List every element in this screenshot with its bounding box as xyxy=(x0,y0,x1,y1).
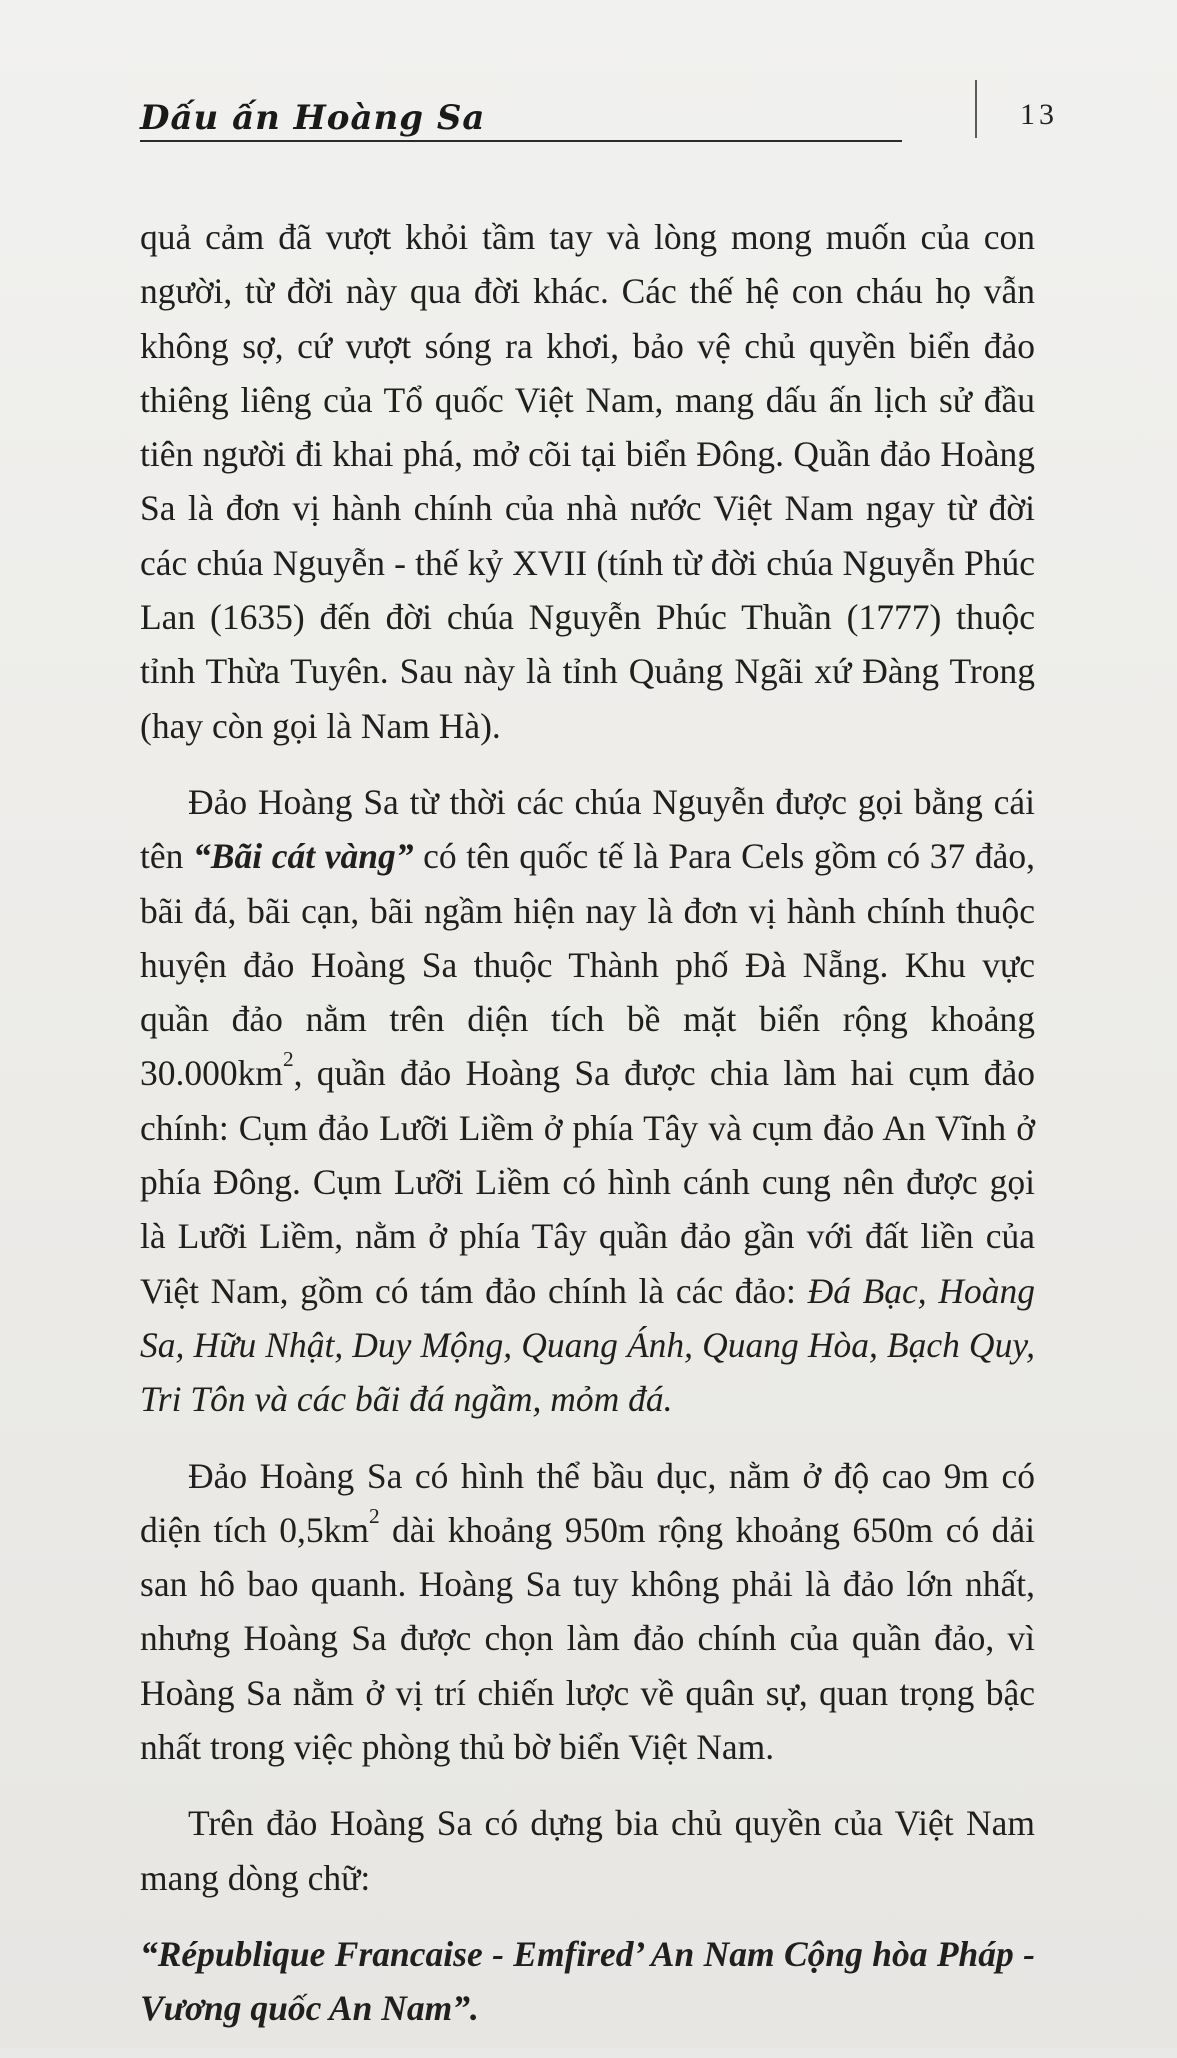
inscription-text: “République Francaise - Emfired’ An Nam Cộng hòa Pháp - Vương quốc An Nam” xyxy=(140,1933,1035,2029)
body-text xyxy=(140,210,1035,2058)
paragraph-2-text-c: , quần đảo Hoàng Sa được chia làm hai cụm đảo chính: Cụm đảo Lưỡi Liềm ở phía Tây và cụm đảo An Vĩnh ở phía Đông. Cụm Lưỡi Liềm có hình cánh cung nên được gọi là Lưỡi Liềm, nằm ở phía Tây quần đảo gần với đất liền của Việt Nam, gồm có tám đảo chính là các đảo: xyxy=(140,1053,1035,1311)
bai-cat-vang-emphasis: “Bãi cát vàng” xyxy=(193,836,414,877)
running-title: Dấu ấn Hoàng Sa xyxy=(140,98,486,138)
paragraph-3-text-b: dài khoảng 950m rộng khoảng 650m có dải san hô bao quanh. Hoàng Sa tuy không phải là đảo lớn nhất, nhưng Hoàng Sa được chọn làm đảo chính của quần đảo, vì Hoàng Sa nằm ở vị trí chiến lược về quân sự, quan trọng bậc nhất trong việc phòng thủ bờ biển Việt Nam. xyxy=(140,1509,1036,1768)
paragraph-2-text-a: Đảo Hoàng Sa từ thời các chúa Nguyễn được gọi bằng cái tên xyxy=(140,781,1035,877)
inscription-end: . xyxy=(469,1988,479,2029)
inscription-quote xyxy=(140,1927,1035,2036)
superscript-2: 2 xyxy=(368,1503,380,1528)
paragraph-3 xyxy=(140,1449,1035,1775)
island-list: Đá Bạc, Hoàng Sa, Hữu Nhật, Duy Mộng, Quang Ánh, Quang Hòa, Bạch Quy, Tri Tôn và các bãi đá ngầm, mỏm đá. xyxy=(140,1270,1035,1420)
paragraph-2-text-b: có tên quốc tế là Para Cels gồm có 37 đảo, bãi đá, bãi cạn, bãi ngầm hiện nay là đơn vị hành chính thuộc huyện đảo Hoàng Sa thuộc Thành phố Đà Nẵng. Khu vực quần đảo nằm trên diện tích bề mặt biển rộng khoảng 30.000km xyxy=(140,836,1035,1094)
header-divider xyxy=(975,80,977,138)
paragraph-1 xyxy=(140,210,1035,753)
paragraph-4 xyxy=(140,1796,1035,1905)
paragraph-2 xyxy=(140,775,1035,1427)
paragraph-4-text: Trên đảo Hoàng Sa có dựng bia chủ quyền của Việt Nam mang dòng chữ: xyxy=(140,1803,1035,1898)
superscript-2: 2 xyxy=(283,1047,294,1072)
paragraph-3-text-a: Đảo Hoàng Sa có hình thể bầu dục, nằm ở độ cao 9m có diện tích 0,5km xyxy=(140,1455,1035,1550)
header-rule xyxy=(140,140,902,142)
paragraph-1-text: quả cảm đã vượt khỏi tầm tay và lòng mong muốn của con người, từ đời này qua đời khác. Các thế hệ con cháu họ vẫn không sợ, cứ vượt sóng ra khơi, bảo vệ chủ quyền biển đảo thiêng liêng của Tổ quốc Việt Nam, mang dấu ấn lịch sử đầu tiên người đi khai phá, mở cõi tại biển Đông. Quần đảo Hoàng Sa là đơn vị hành chính của nhà nước Việt Nam ngay từ đời các chúa Nguyễn - thế kỷ XVII (tính từ đời chúa Nguyễn Phúc Lan (1635) đến đời chúa Nguyễn Phúc Thuần (1777) thuộc tỉnh Thừa Tuyên. Sau này là tỉnh Quảng Ngãi xứ Đàng Trong (hay còn gọi là Nam Hà). xyxy=(140,217,1035,746)
page-number: 13 xyxy=(1020,98,1058,131)
page-header xyxy=(140,88,1058,148)
